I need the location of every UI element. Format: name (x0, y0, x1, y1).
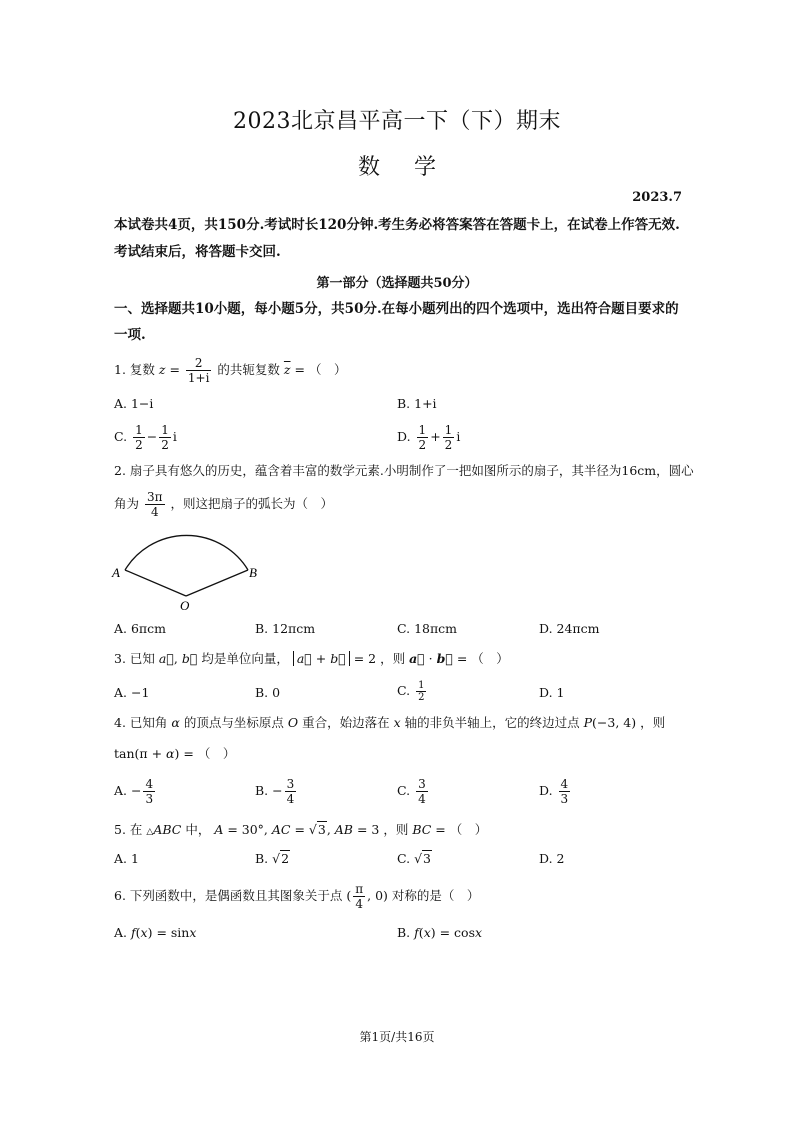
label-o: O (180, 598, 190, 613)
exam-notice: 本试卷共4页，共150分.考试时长120分钟.考生务必将答案答在答题卡上，在试卷上作答无效.考试结束后，将答题卡交回. (114, 217, 680, 260)
fan-radius-a (125, 570, 186, 596)
q3-option-a[interactable]: A. −1 (114, 685, 150, 700)
question-1-stem: 1. 复数 z = $\frac{2}{1+i}$ 的共轭复数 $\overline{z}$ = （ ） (114, 356, 347, 385)
q4-option-b[interactable]: B. − $\frac{3}{4}$ (255, 777, 295, 806)
question-2-stem-line1: 2. 扇子具有悠久的历史，蕴含着丰富的数学元素.小明制作了一把如图所示的扇子，其半径为16cm，圆心 (114, 463, 694, 478)
q3-option-d[interactable]: D. 1 (539, 685, 565, 700)
q5-option-a[interactable]: A. 1 (114, 851, 139, 866)
q4-option-a[interactable]: A. − $\frac{4}{3}$ (114, 777, 154, 806)
label-a: A (112, 565, 120, 580)
page-title: 2023北京昌平高一下（下）期末 (233, 109, 561, 134)
q6-option-b[interactable]: B. f(x) = cosx (397, 925, 483, 940)
fan-figure (110, 525, 270, 615)
q1-option-a[interactable]: A. 1−i (114, 396, 154, 411)
question-4-stem-line1: 4. 已知角 α 的顶点与坐标原点 O 重合，始边落在 x 轴的非负半轴上，它的终边过点 P(−3, 4) ，则 (114, 715, 666, 730)
subject-title: 数学 (357, 155, 470, 180)
q5-option-c[interactable]: C. √3 (397, 851, 431, 866)
q2-option-c[interactable]: C. 18πcm (397, 621, 458, 636)
fan-radius-b (186, 570, 248, 596)
question-6-stem: 6. 下列函数中，是偶函数且其图象关于点 ( $\frac{\pi}{4}$ , 0) 对称的是（ ） (114, 882, 480, 911)
q5-option-d[interactable]: D. 2 (539, 851, 565, 866)
page-footer: 第1页/共16页 (359, 1030, 435, 1044)
q5-option-b[interactable]: B. √2 (255, 851, 290, 866)
q1-option-b[interactable]: B. 1+i (397, 396, 437, 411)
exam-date: 2023.7 (632, 190, 682, 205)
q2-option-d[interactable]: D. 24πcm (539, 621, 600, 636)
question-2-stem-line2: 角为 $\frac{3\pi}{4}$ ，则这把扇子的弧长为（ ） (114, 490, 334, 519)
label-b: B (249, 565, 257, 580)
q6-option-a[interactable]: A. f(x) = sinx (114, 925, 197, 940)
q4-option-d[interactable]: D. $\frac{4}{3}$ (539, 777, 569, 806)
q4-option-c[interactable]: C. $\frac{3}{4}$ (397, 777, 426, 806)
section-title: 一、选择题共10小题，每小题5分，共50分.在每小题列出的四个选项中，选出符合题目要求的一项. (114, 301, 679, 343)
q3-option-b[interactable]: B. 0 (255, 685, 281, 700)
q1-option-d[interactable]: D. $\frac{1}{2}$ + $\frac{1}{2}$ i (397, 423, 461, 452)
q1-option-c[interactable]: C. $\frac{1}{2}$ − $\frac{1}{2}$ i (114, 423, 177, 452)
q2-option-b[interactable]: B. 12πcm (255, 621, 316, 636)
part-title: 第一部分（选择题共50分） (316, 276, 478, 291)
question-5-stem: 5. 在 △ABC 中， A = 30°, AC = √3, AB = 3 ，则 BC = （ ） (114, 822, 488, 837)
q2-option-a[interactable]: A. 6πcm (114, 621, 166, 636)
question-3-stem: 3. 已知 a⃗, b⃗ 均是单位向量， a⃗ + b⃗ = 2 ，则 a⃗ · b⃗ = （ ） (114, 651, 509, 666)
q1-fraction: $\frac{2}{1+i}$ (187, 356, 210, 385)
fan-arc (125, 535, 248, 570)
q3-option-c[interactable]: C. $\frac{1}{2}$ (397, 680, 425, 703)
question-4-stem-line2: tan(π + α) = （ ） (114, 746, 236, 761)
